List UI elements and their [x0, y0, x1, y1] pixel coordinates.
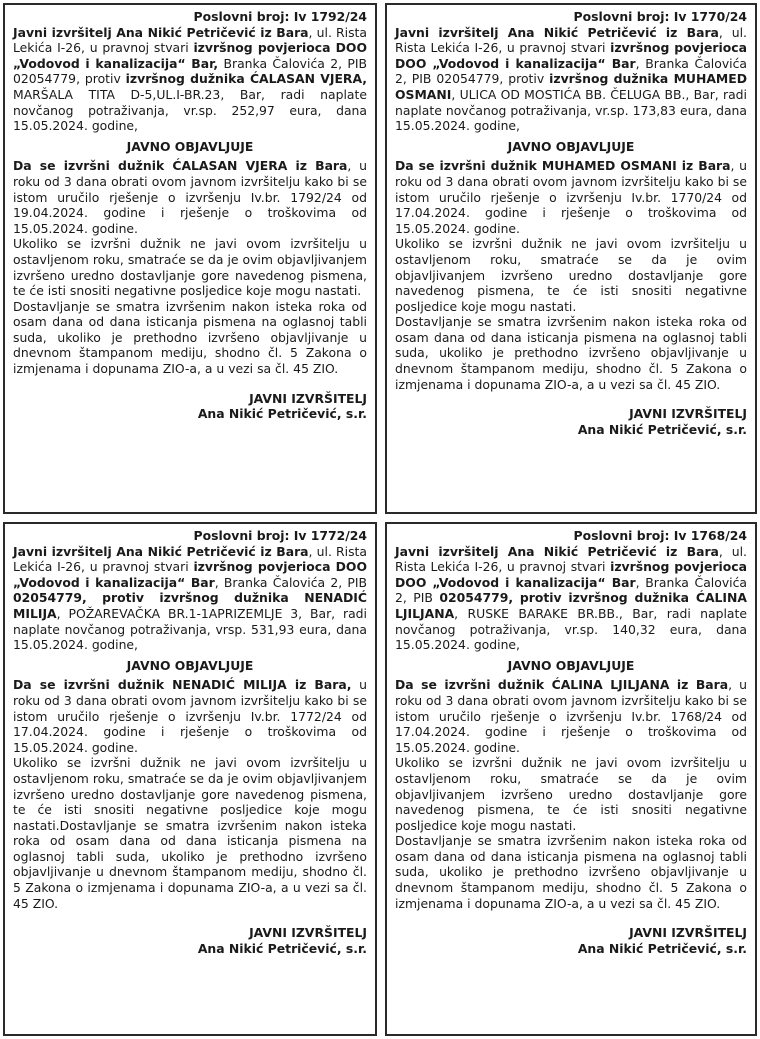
bold-text-run: 02054779, protiv izvršnog dužnika NENADIĆ MILIJA: [13, 590, 367, 621]
notice-iv-1772: [3, 522, 377, 1036]
text-run: , ul. Rista Lekića I-26, u pravnoj stvari: [13, 543, 367, 575]
body-paragraph: Ukoliko se izvršni dužnik ne javi ovom izvršitelju u ostavljenom roku, smatraće se da je ovim objavljivanjem izvršeno uredno dostavljanje gore navedenog pismena, te će isti snositi negativne posljedice koje mogu nastati.: [13, 236, 367, 299]
signature-title: JAVNI IZVRŠITELJ: [629, 406, 747, 422]
bold-text-run: Da se izvršni dužnik NENADIĆ MILIJA iz Bara,: [13, 677, 352, 693]
notice-iv-1770: [385, 3, 757, 514]
text-run: , u roku od 3 dana obrati ovom javnom izvršitelju kako bi se istom uručilo rješenje o izvršenju Iv.br. 1770/24 od 17.04.2024. godine i rješenje o troškovima od 15.05.2024. godine.: [395, 158, 747, 236]
signature-name: Ana Nikić Petričević, s.r.: [197, 406, 367, 422]
announcement-paragraph: [13, 677, 367, 755]
text-run: , Branka Čalovića 2, PIB: [395, 574, 748, 606]
case-number: Poslovni broj: Iv 1772/24: [193, 528, 367, 543]
bold-text-run: Javni izvršitelj Ana Nikić Petričević iz Bara: [13, 24, 309, 40]
text-run: , ul. Rista Lekića I-26, u pravnoj stvari: [395, 24, 747, 56]
section-heading: JAVNO OBJAVLJUJE: [507, 138, 635, 154]
text-run: , Branka Čalovića 2, PIB: [214, 574, 367, 590]
case-number: Poslovni broj: Iv 1792/24: [193, 9, 367, 24]
signature-title: JAVNI IZVRŠITELJ: [629, 925, 747, 941]
text-run: , u roku od 3 dana obrati ovom javnom izvršitelju kako bi se istom uručilo rješenje o izvršenju Iv.br. 1768/24 od 17.04.2024. godine i rješenje o troškovima od 15.05.2024. godine.: [395, 677, 747, 755]
text-run: , POŽAREVAČKA BR.1-1APRIZEMLJE 3, Bar, radi naplate novčanog potraživanja, vrsp. 531,93 eura, dana 15.05.2024. godine,: [13, 605, 367, 653]
announcement-paragraph: [13, 158, 367, 236]
text-run: , u roku od 3 dana obrati ovom javnom izvršitelju kako bi se istom uručilo rješenje o izvršenju Iv.br. 1792/24 od 19.04.2024. godine i rješenje o troškovima od 15.05.2024. godine.: [13, 158, 367, 236]
bold-text-run: izvršnog dužnika MUHAMED OSMANI: [395, 71, 748, 102]
bold-text-run: Javni izvršitelj Ana Nikić Petričević iz Bara: [13, 543, 309, 559]
bold-text-run: izvršnog povjerioca DOO „Vodovod i kanalizacija“ Bar: [13, 559, 368, 590]
bold-text-run: Da se izvršni dužnik MUHAMED OSMANI iz Bara: [395, 158, 731, 174]
text-run: , RUSKE BARAKE BR.BB., Bar, radi naplate novčanog potraživanja, vr.sp. 140,32 eura, dana 15.05.2024. godine,: [395, 605, 747, 653]
intro-paragraph: [395, 544, 747, 653]
bold-text-run: izvršnog povjerioca DOO „Vodovod i kanalizacija“ Bar,: [13, 40, 368, 71]
text-run: , Branka Čalovića 2, PIB 02054779, protiv: [395, 55, 748, 87]
text-run: u roku od 3 dana obrati ovom javnom izvršitelju kako bi se istom uručilo rješenje o izvršenju Iv.br. 1772/24 od 17.04.2024. godine i rješenje o troškovima od 15.05.2024. godine.: [13, 677, 367, 755]
case-number: Poslovni broj: Iv 1770/24: [573, 9, 747, 24]
intro-paragraph: [13, 544, 367, 653]
notice-iv-1792: [3, 3, 377, 514]
bold-text-run: Da se izvršni dužnik ĆALINA LJILJANA iz Bara: [395, 677, 729, 693]
section-heading: JAVNO OBJAVLJUJE: [126, 657, 254, 673]
announcement-paragraph: [395, 677, 747, 755]
signature-name: Ana Nikić Petričević, s.r.: [577, 940, 747, 956]
bold-text-run: Javni izvršitelj Ana Nikić Petričević iz Bara: [395, 24, 719, 40]
signature-title: JAVNI IZVRŠITELJ: [249, 925, 367, 941]
body-paragraph: Ukoliko se izvršni dužnik ne javi ovom izvršitelju u ostavljenom roku, smatraće se da je ovim objavljivanjem izvršeno uredno dostavljanje gore navedenog pismena, te će isti snositi negativne posljedice koje mogu nastati.: [395, 236, 747, 314]
text-run: , ULICA OD MOSTIĆA BB. ČELUGA BB., Bar, radi naplate novčanog potraživanja, vr.sp. 173,83 eura, dana 15.05.2024. godine,: [395, 86, 747, 134]
bold-text-run: izvršnog povjerioca DOO „Vodovod i kanalizacija“ Bar: [395, 559, 747, 590]
bold-text-run: Javni izvršitelj Ana Nikić Petričević iz Bara: [395, 543, 719, 559]
text-run: Branka Čalovića 2, PIB 02054779, protiv: [13, 55, 368, 87]
bold-text-run: izvršnog povjerioca DOO „Vodovod i kanalizacija“ Bar: [395, 40, 747, 71]
body-paragraph: Ukoliko se izvršni dužnik ne javi ovom izvršitelju u ostavljenom roku, smatraće se da je ovim objavljivanjem izvršeno uredno dostavljanje gore navedenog pismena, te će isti snositi negativne posljedice koje mogu nastati.: [395, 755, 747, 833]
body-paragraph: Dostavljanje se smatra izvršenim nakon isteka roka od osam dana od dana isticanja pismena na oglasnoj tabli suda, ukoliko je prethodno izvršeno objavljivanje u dnevnom štampanom mediju, shodno čl. 5 Zakona o izmjenama i dopunama ZIO-a, a u vezi sa čl. 45 ZIO.: [395, 314, 747, 392]
intro-paragraph: [13, 25, 367, 134]
intro-paragraph: [395, 25, 747, 134]
text-run: , ul. Rista Lekića I-26, u pravnoj stvari: [13, 24, 367, 56]
signature-title: JAVNI IZVRŠITELJ: [249, 390, 367, 406]
signature-name: Ana Nikić Petričević, s.r.: [197, 940, 367, 956]
body-paragraph: Dostavljanje se smatra izvršenim nakon isteka roka od osam dana od dana isticanja pismena na oglasnoj tabli suda, ukoliko je prethodno izvršeno objavljivanje u dnevnom štampanom mediju, shodno čl. 5 Zakona o izmjenama i dopunama ZIO-a, a u vezi sa čl. 45 ZIO.: [13, 298, 367, 377]
body-paragraph: Dostavljanje se smatra izvršenim nakon isteka roka od osam dana od dana isticanja pismena na oglasnoj tabli suda, ukoliko je prethodno izvršeno objavljivanje u dnevnom štampanom mediju, shodno čl. 5 Zakona o izmjenama i dopunama ZIO-a, a u vezi sa čl. 45 ZIO.: [395, 833, 747, 911]
text-run: , ul. Rista Lekića I-26, u pravnoj stvari: [395, 543, 747, 575]
announcement-paragraph: [395, 158, 747, 236]
section-heading: JAVNO OBJAVLJUJE: [126, 138, 254, 154]
bold-text-run: 02054779, protiv izvršnog dužnika ĆALINA LJILJANA: [395, 590, 747, 621]
body-paragraph: Ukoliko se izvršni dužnik ne javi ovom izvršitelju u ostavljenom roku, smatraće se da je ovim objavljivanjem izvršeno uredno dostavljanje gore navedenog pismena, te će isti snositi negativne posljedice koje mogu nastati.Dostavljanje se smatra izvršenim nakon isteka roka od osam dana od dana isticanja pismena na oglasnoj tabli suda, ukoliko je prethodno izvršeno objavljivanje u dnevnom štampanom mediju, shodno čl. 5 Zakona o izmjenama i dopunama ZIO-a, a u vezi sa čl. 45 ZIO.: [13, 755, 367, 911]
bold-text-run: Da se izvršni dužnik ĆALASAN VJERA iz Bara: [13, 158, 348, 174]
case-number: Poslovni broj: Iv 1768/24: [573, 528, 747, 543]
text-run: MARŠALA TITA D-5,UL.I-BR.23, Bar, radi naplate novčanog potraživanja, vr.sp. 252,97 eura, dana 15.05.2024. godine,: [13, 86, 367, 134]
signature-name: Ana Nikić Petričević, s.r.: [577, 421, 747, 437]
bold-text-run: izvršnog dužnika ĆALASAN VJERA,: [125, 71, 367, 87]
notice-iv-1768: [385, 522, 757, 1036]
section-heading: JAVNO OBJAVLJUJE: [507, 657, 635, 673]
